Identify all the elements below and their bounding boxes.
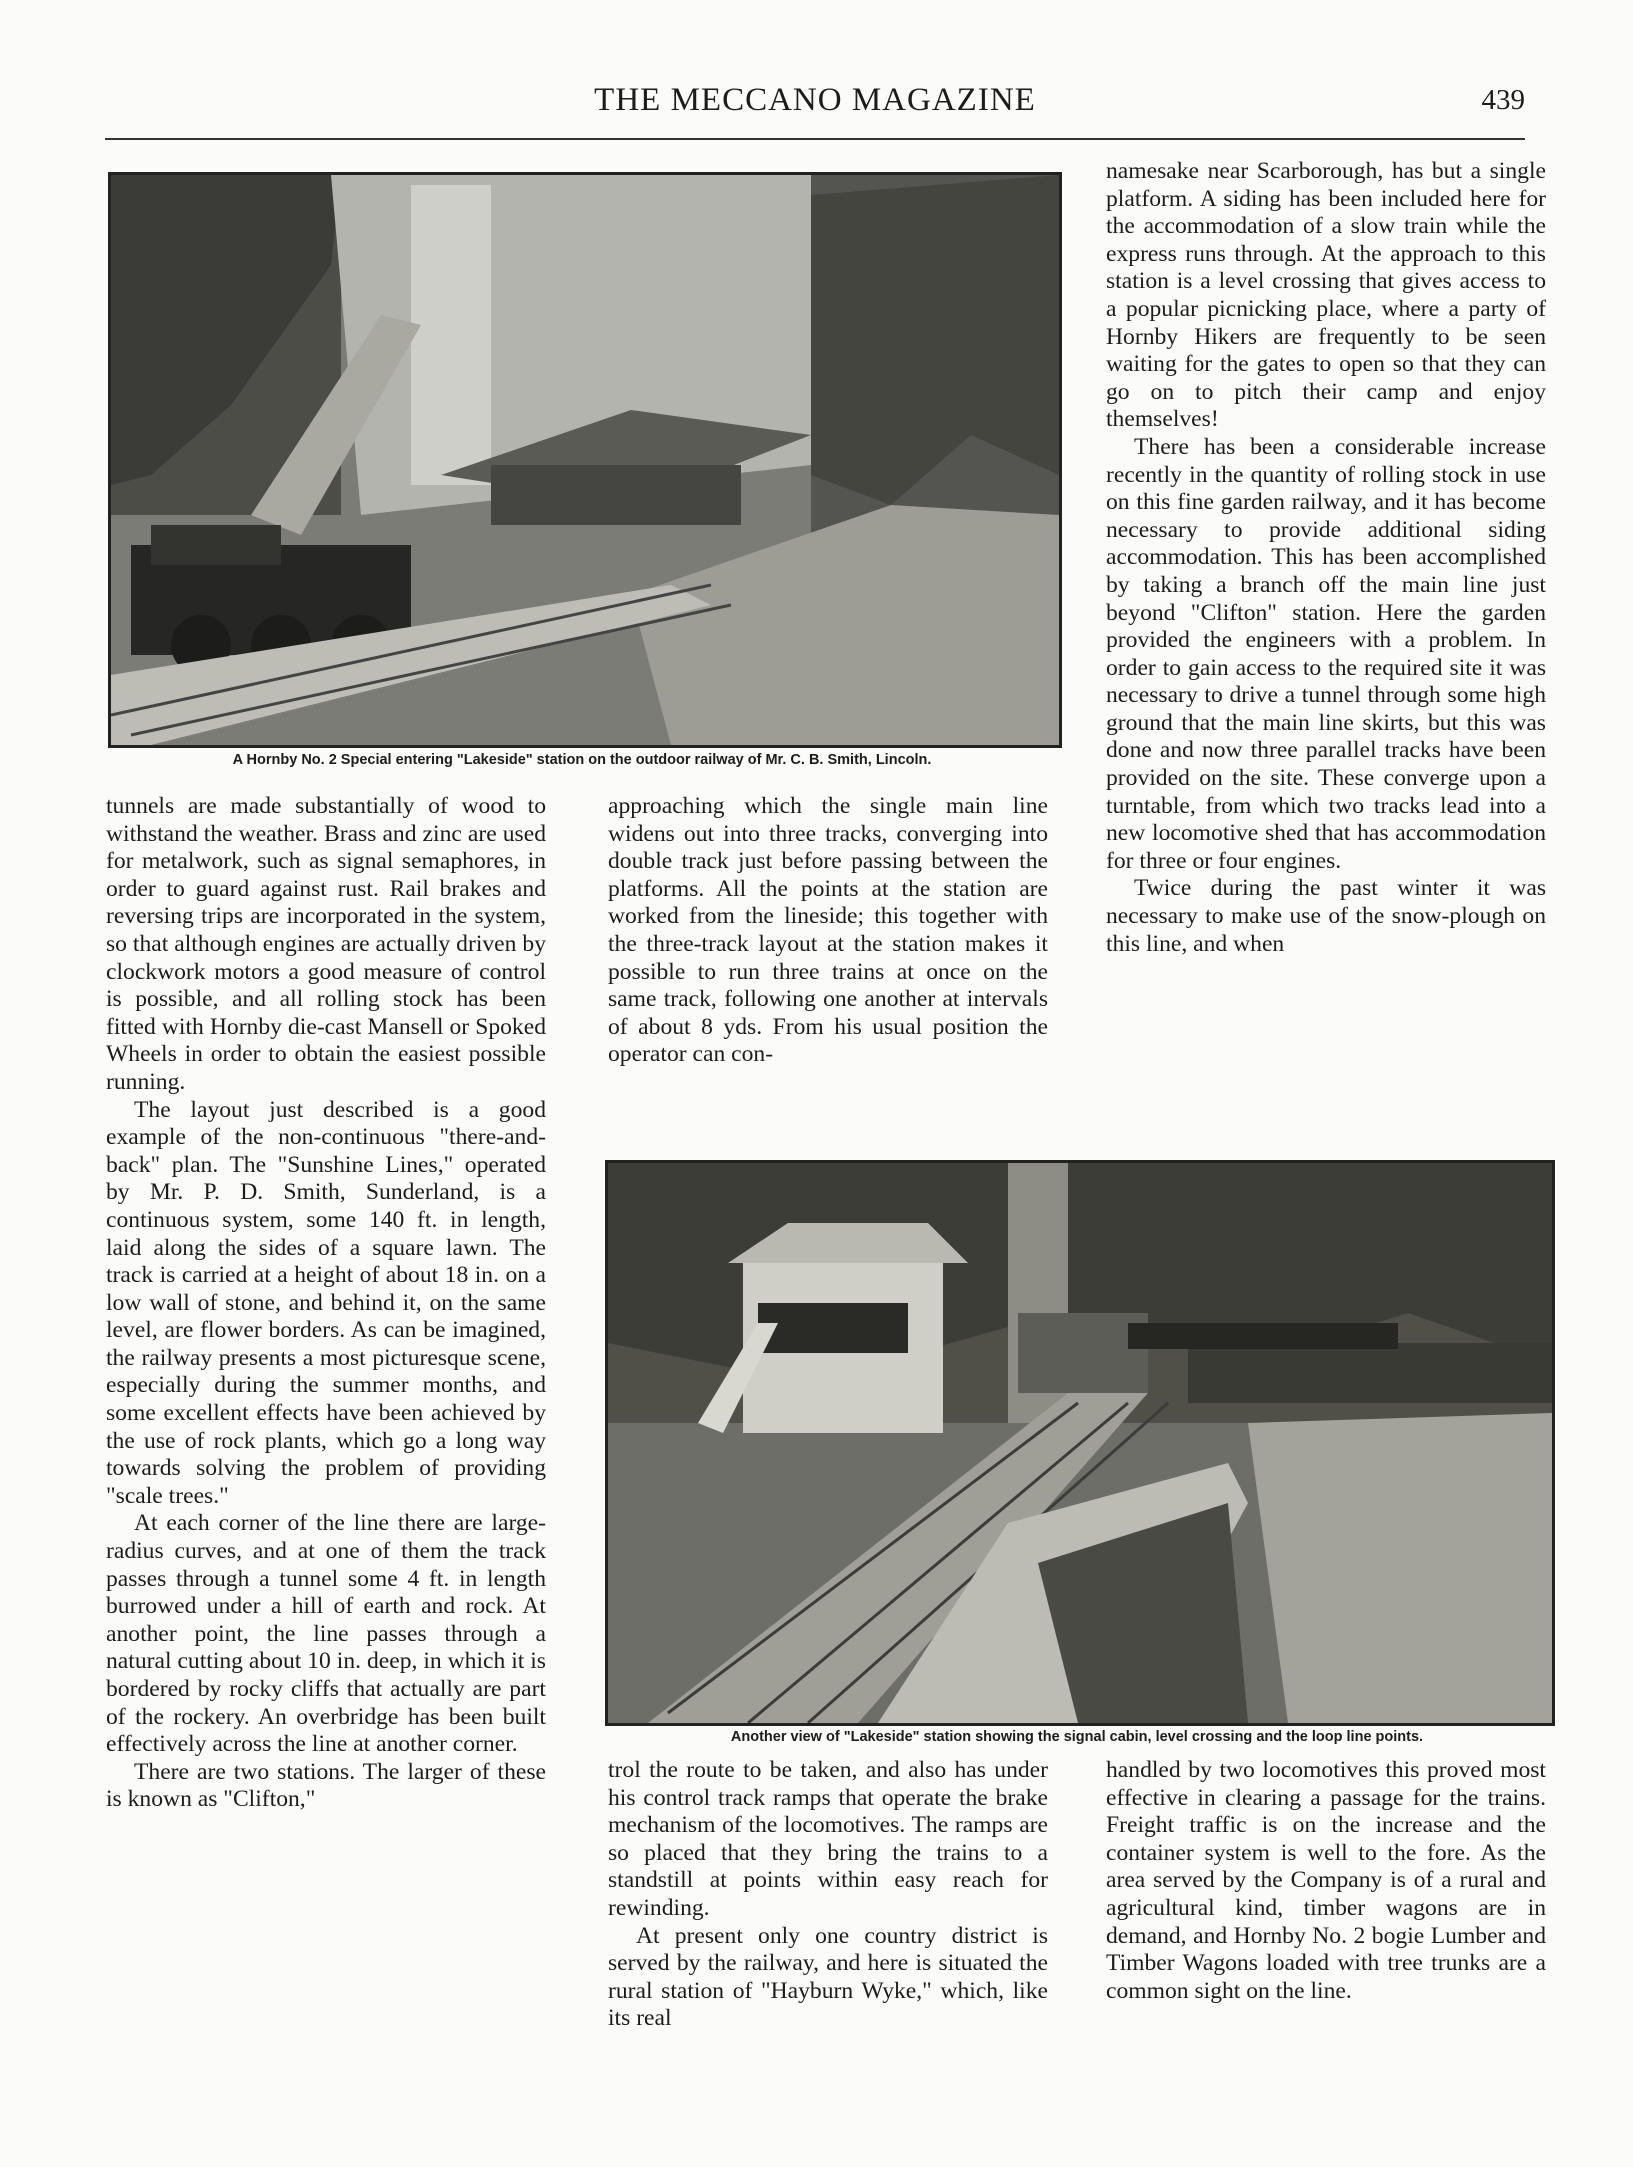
photo-lakeside-station-locomotive (108, 172, 1062, 748)
column-middle-bottom (608, 1757, 1048, 2033)
paragraph: handled by two locomotives this proved most effective in clearing a passage for the trains. Freight traffic is on the increase and the container system is well to the fore. As the area served by the Company is of a rural and agricultural kind, timber wagons are in demand, and Hornby No. 2 bogie Lumber and Timber Wagons loaded with tree trunks are a common sight on the line. (1106, 1757, 1546, 2004)
paragraph: namesake near Scarborough, has but a single platform. A siding has been included here for the accommodation of a slow train while the express runs through. At the approach to this station is a level crossing that gives access to a popular picnicking place, where a party of Hornby Hikers are frequently to be seen waiting for the gates to open so that they can go on to pitch their camp and enjoy themselves! (1106, 158, 1546, 433)
column-middle-top (608, 793, 1048, 1069)
column-right-bottom (1106, 1757, 1546, 2005)
top-photo-caption: A Hornby No. 2 Special entering "Lakeside" station on the outdoor railway of Mr. C. B. Smith, Lincoln. (232, 752, 932, 768)
column-left (106, 793, 546, 1814)
paragraph: trol the route to be taken, and also has under his control track ramps that operate the brake mechanism of the locomotives. The ramps are so placed that they bring the trains to a standstill at points within easy reach for rewinding. (608, 1757, 1048, 1921)
paragraph: The layout just described is a good example of the non-continuous "there-and-back" plan. The "Sunshine Lines," operated by Mr. P. D. Smith, Sunderland, is a continuous system, some 140 ft. in length, laid along the sides of a square lawn. The track is carried at a height of about 18 in. on a low wall of stone, and behind it, on the same level, are flower borders. As can be imagined, the railway presents a most picturesque scene, especially during the summer months, and some excellent effects have been achieved by the use of rock plants, which go a long way towards solving the problem of providing "scale trees." (106, 1096, 546, 1509)
paragraph: At each corner of the line there are large-radius curves, and at one of them the track passes through a tunnel some 4 ft. in length burrowed under a hill of earth and rock. At another point, the line passes through a natural cutting about 10 in. deep, in which it is bordered by rocky cliffs that actually are part of the rockery. An overbridge has been built effectively across the line at another corner. (106, 1510, 546, 1758)
photo-lakeside-signal-cabin (605, 1160, 1555, 1726)
magazine-title: THE MECCANO MAGAZINE (594, 82, 1036, 118)
paragraph: Twice during the past winter it was necessary to make use of the snow-plough on this line, and when (1106, 875, 1546, 957)
paragraph: There are two stations. The larger of these is known as "Clifton," (106, 1758, 546, 1813)
paragraph: At present only one country district is served by the railway, and here is situated the rural station of "Hayburn Wyke," which, like its real (608, 1922, 1048, 2032)
paragraph: tunnels are made substantially of wood to withstand the weather. Brass and zinc are used for metalwork, such as signal semaphores, in order to guard against rust. Rail brakes and reversing trips are incorporated in the system, so that although engines are actually driven by clockwork motors a good measure of control is possible, and all rolling stock has been fitted with Hornby die-cast Mansell or Spoked Wheels in order to obtain the easiest possible running. (106, 793, 546, 1095)
paragraph: approaching which the single main line widens out into three tracks, converging into double track just before passing between the platforms. All the points at the station are worked from the lineside; this together with the three-track layout at the station makes it possible to run three trains at once on the same track, following one another at intervals of about 8 yds. From his usual position the operator can con- (608, 793, 1048, 1068)
page-header (105, 82, 1525, 140)
paragraph: There has been a considerable increase recently in the quantity of rolling stock in use on this fine garden railway, and it has become necessary to provide additional siding accommodation. This has been accomplished by taking a branch off the main line just beyond "Clifton" station. Here the garden provided the engineers with a problem. In order to gain access to the required site it was necessary to drive a tunnel through some high ground that the main line skirts, but this was done and now three parallel tracks have been provided on the site. These converge upon a turntable, from which two tracks lead into a new locomotive shed that has accommodation for three or four engines. (1106, 433, 1546, 874)
column-right-top (1106, 158, 1546, 958)
bottom-photo-caption: Another view of "Lakeside" station showing the signal cabin, level crossing and the loop line points. (730, 1729, 1424, 1745)
page-number: 439 (1481, 84, 1525, 116)
